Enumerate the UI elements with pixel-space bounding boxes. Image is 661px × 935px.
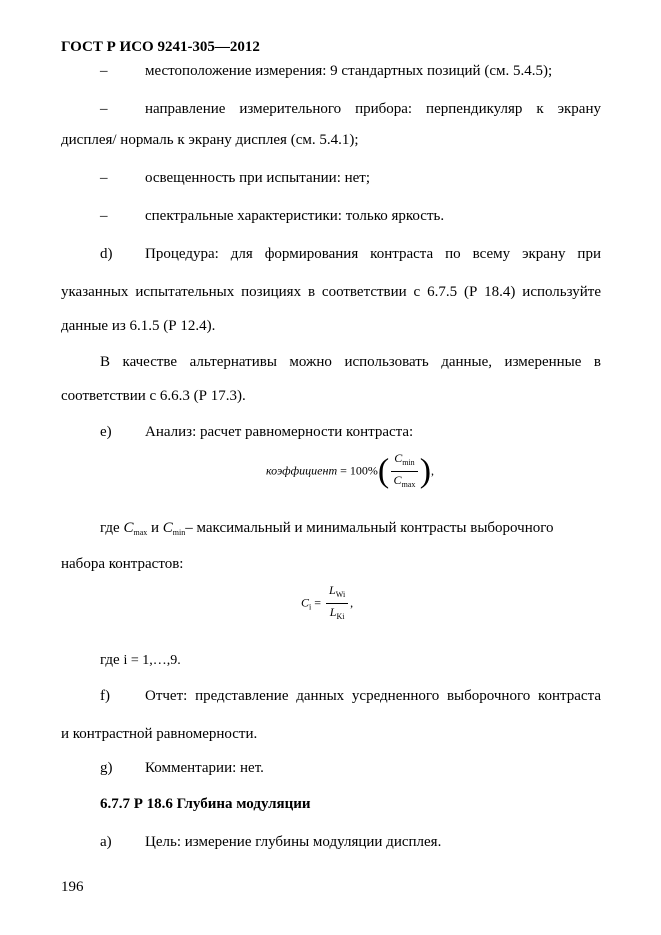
where-line bbox=[100, 651, 181, 670]
text: где bbox=[100, 520, 120, 536]
c: C bbox=[162, 520, 173, 536]
comma: , bbox=[350, 595, 354, 610]
paragraph-line: и контрастной равномерности. bbox=[61, 726, 258, 742]
list-item: освещенность при испытании: нет; bbox=[145, 170, 371, 186]
comma: , bbox=[431, 463, 435, 478]
l: L bbox=[329, 583, 336, 597]
paragraph-line: В качестве альтернативы можно использовать данные, измеренные в bbox=[100, 354, 601, 370]
sub: max bbox=[401, 480, 416, 489]
document-header: ГОСТ Р ИСО 9241-305—2012 bbox=[61, 39, 260, 55]
list-item-cont: дисплея/ нормаль к экрану дисплея (см. 5.4.1); bbox=[61, 132, 359, 148]
text: где bbox=[100, 652, 120, 668]
sub: i bbox=[309, 602, 312, 612]
sub: Ki bbox=[336, 612, 345, 621]
c: C bbox=[301, 595, 310, 610]
paragraph-line: Комментарии: нет. bbox=[145, 760, 264, 776]
item-marker: d) bbox=[100, 246, 113, 262]
text: и bbox=[151, 520, 160, 536]
paragraph-line: Анализ: расчет равномерности контраста: bbox=[145, 424, 414, 440]
paragraph-line: соответствии с 6.6.3 (Р 17.3). bbox=[61, 388, 246, 404]
c: C bbox=[393, 473, 402, 487]
text: – максимальный и минимальный контрасты выборочного bbox=[185, 520, 554, 536]
list-dash: – bbox=[100, 101, 108, 117]
formula-lhs: коэффициент bbox=[266, 463, 338, 478]
list-dash: – bbox=[100, 208, 108, 224]
paragraph-line: Отчет: представление данных усредненного выборочного контраста bbox=[145, 688, 601, 704]
sub: min bbox=[402, 458, 415, 467]
paragraph-line: данные из 6.1.5 (Р 12.4). bbox=[61, 318, 216, 334]
list-dash: – bbox=[100, 63, 108, 79]
list-item: направление измерительного прибора: перпендикуляр к экрану bbox=[145, 101, 601, 117]
expr: i = 1,…,9. bbox=[123, 653, 181, 668]
paragraph-line: Процедура: для формирования контраста по всему экрану при bbox=[145, 246, 601, 262]
item-marker: g) bbox=[100, 760, 113, 776]
page-number: 196 bbox=[61, 879, 84, 895]
formula-contrast bbox=[301, 582, 353, 627]
where-line bbox=[100, 519, 554, 542]
formula-eq: = 100% bbox=[340, 463, 378, 478]
paragraph-line: указанных испытательных позициях в соответствии с 6.7.5 (Р 18.4) используйте bbox=[61, 284, 601, 300]
formula-contrast-uniformity: коэффициент = 100%( $\frac{C_{min}}{C_{max}}$ ), bbox=[266, 451, 435, 490]
section-heading: 6.7.7 Р 18.6 Глубина модуляции bbox=[100, 796, 311, 812]
list-item: местоположение измерения: 9 стандартных позиций (см. 5.4.5); bbox=[145, 63, 553, 79]
item-marker: f) bbox=[100, 688, 110, 704]
paragraph-line: набора контрастов: bbox=[61, 556, 184, 572]
c: C bbox=[394, 451, 403, 465]
paragraph-line: Цель: измерение глубины модуляции дисплея. bbox=[145, 834, 442, 850]
item-marker: a) bbox=[100, 834, 112, 850]
list-item: спектральные характеристики: только яркость. bbox=[145, 208, 445, 224]
eq: = bbox=[314, 595, 322, 610]
c: C bbox=[123, 520, 134, 536]
sub: max bbox=[133, 528, 148, 537]
l: L bbox=[329, 605, 337, 619]
sub: min bbox=[172, 528, 186, 537]
sub: Wi bbox=[335, 590, 346, 599]
item-marker: e) bbox=[100, 424, 112, 440]
list-dash: – bbox=[100, 170, 108, 186]
